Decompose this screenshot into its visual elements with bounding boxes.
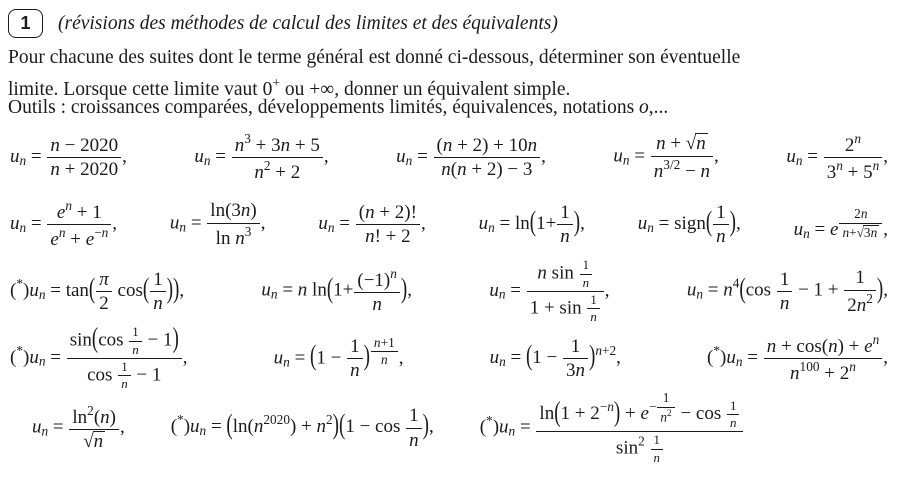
formula-row bbox=[8, 258, 890, 325]
exercise-subtitle: (révisions des méthodes de calcul des limites et des équivalents) bbox=[58, 12, 558, 34]
formula: un = $\frac{e^n + 1}{e^n + e^{-n}}$ , bbox=[10, 197, 118, 250]
formula: un = $\frac{(n + 2) + 10n}{n(n + 2) - 3}$ , bbox=[396, 134, 546, 180]
statement-line: Pour chacune des suites dont le terme général est donné ci-dessous, déterminer son éventuelle bbox=[8, 47, 741, 68]
formula: (*)un = $\ln(1 + 2^{-n}) + e^{- \frac{1}{n^2}}$ − cos $\frac{1}{n}$ $\sin^2$ $\frac{1}{n}$ bbox=[480, 391, 745, 466]
formula: (*)un = tan( $\frac{\pi}{2}$ cos( $\frac{1}{n}$ )), bbox=[10, 268, 185, 314]
formula: un = $\frac{\ln(3n)}{\ln n^3}$ , bbox=[169, 200, 266, 249]
formula: un = n ln(1+ $\frac{(-1)^n}{n}$ ), bbox=[261, 266, 412, 316]
formula: un = e $^{\frac{2n}{n+√3n}}$ , bbox=[793, 206, 888, 241]
formula: (*)un = sin(cos $\frac{1}{n}$ − 1) cos $\frac{1}{n}$ − 1 , bbox=[10, 323, 188, 392]
exercise-statement bbox=[8, 45, 890, 120]
exercise-header bbox=[8, 9, 890, 38]
formula-rows bbox=[8, 124, 890, 464]
formula: un = (1 − $\frac{1}{n}$ ) $^{\frac{n+1}{n}}$ , bbox=[273, 334, 404, 382]
formula-row bbox=[8, 389, 890, 465]
statement-line: limite. Lorsque cette limite vaut 0+ ou +∞, donner un équivalent simple. bbox=[8, 75, 571, 101]
formula: un = $\frac{n^3 + 3n + 5}{n^2 + 2}$ , bbox=[194, 130, 329, 183]
formula: un = ln(1+ $\frac{1}{n}$ ), bbox=[478, 201, 585, 247]
formula-row bbox=[8, 325, 890, 392]
formula: un = $\frac{n + √n}{n^{3/2} - n}$ , bbox=[613, 133, 719, 182]
formula: un = $\frac{n - 2020}{n + 2020}$ , bbox=[10, 134, 127, 180]
formula: un = $\frac{(n + 2)!}{n! + 2}$ , bbox=[318, 201, 426, 247]
formula: un = (1 − $\frac{1}{3n}$ )$^{n+2}$, bbox=[489, 335, 621, 381]
formula-row bbox=[8, 124, 890, 191]
formula: un = $\frac{\ln^2(n)}{√n}$ , bbox=[32, 402, 125, 452]
formula: un = $n^4(\cos$ $\frac{1}{n}$ − 1 + $\frac{1}{2n^2}$ ), bbox=[686, 267, 888, 316]
exercise-number: 1 bbox=[20, 13, 31, 33]
formula-row bbox=[8, 191, 890, 258]
exercise-number-box bbox=[8, 9, 43, 38]
statement-line: Outils : croissances comparées, développements limités, équivalences, notations o,... bbox=[8, 97, 669, 118]
formula: un = $\frac{2^n}{3^n + 5^n}$ , bbox=[786, 130, 888, 183]
formula: un = sign( $\frac{1}{n}$ ), bbox=[637, 201, 741, 247]
formula: un = n sin $\frac{1}{n}$ 1 + sin $\frac{1}{n}$ , bbox=[489, 257, 610, 325]
formula: (*)un = $\frac{n + \cos(n) + e^n}{n^{100} + 2^n}$ , bbox=[707, 331, 888, 384]
formula: $(^*)un = (\ln(n^{2020}) + n^2)(1 - \cos$ $\frac{1}{n}$ ), bbox=[170, 405, 434, 451]
